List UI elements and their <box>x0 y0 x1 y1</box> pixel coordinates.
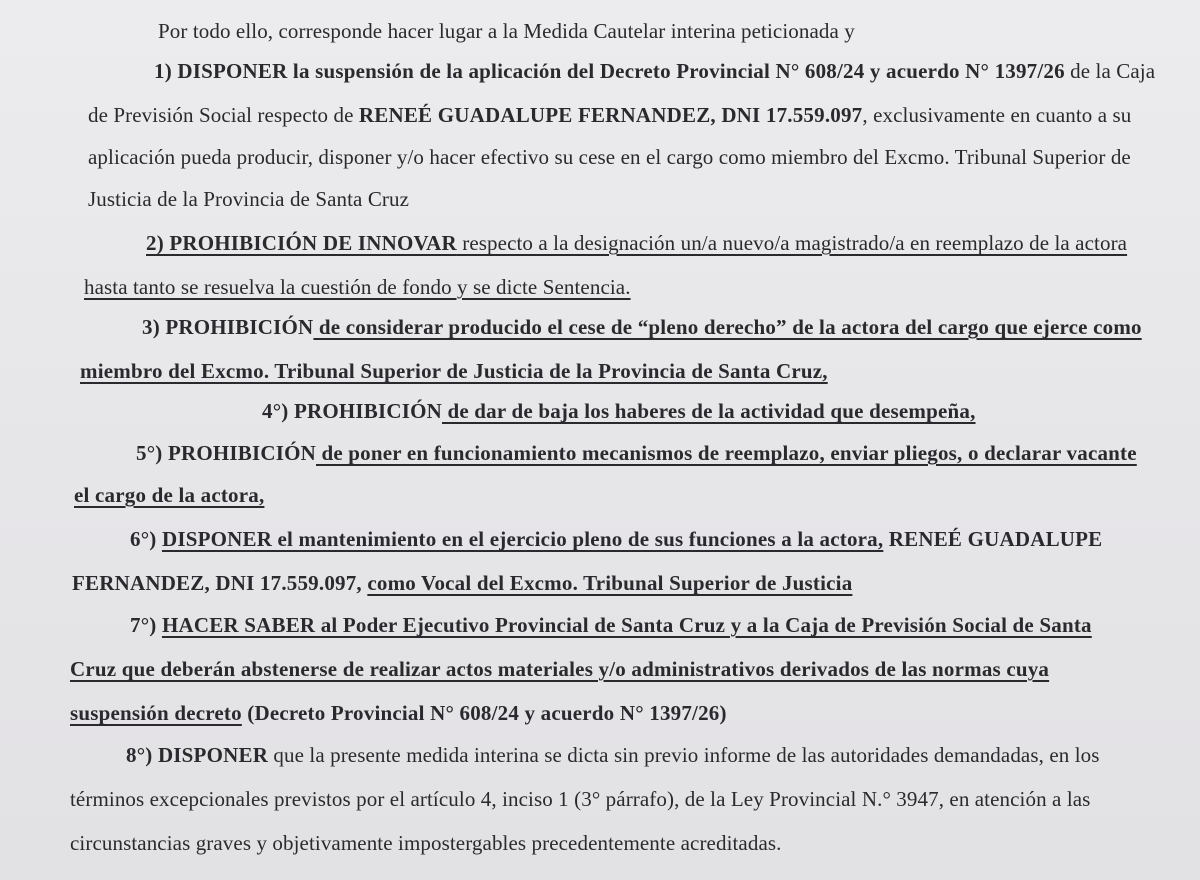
item-6-line-1: 6°) DISPONER el mantenimiento en el ejercicio pleno de sus funciones a la actora, RENEÉ GUADALUPE <box>130 527 1103 551</box>
item-7-line-2: Cruz que deberán abstenerse de realizar actos materiales y/o administrativos derivados de las normas cuya <box>70 657 1050 681</box>
item-7-line-1: 7°) HACER SABER al Poder Ejecutivo Provincial de Santa Cruz y a la Caja de Previsión Social de Santa <box>130 613 1092 637</box>
item-8-line-1: 8°) DISPONER que la presente medida interina se dicta sin previo informe de las autoridades demandadas, en los <box>126 743 1100 767</box>
item-2-line-1: 2) PROHIBICIÓN DE INNOVAR respecto a la designación un/a nuevo/a magistrado/a en reemplazo de la actora <box>146 231 1128 255</box>
item-4-line-1: 4°) PROHIBICIÓN de dar de baja los haberes de la actividad que desempeña, <box>262 399 976 423</box>
item-1-line-1: 1) DISPONER la suspensión de la aplicación del Decreto Provincial N° 608/24 y acuerdo N° 1397/26 de la Caja <box>154 59 1156 83</box>
item-3-line-1: 3) PROHIBICIÓN de considerar producido el cese de “pleno derecho” de la actora del cargo que ejerce como <box>142 315 1142 339</box>
item-8-line-3: circunstancias graves y objetivamente impostergables precedentemente acreditadas. <box>70 831 782 855</box>
item-5-line-1: 5°) PROHIBICIÓN de poner en funcionamiento mecanismos de reemplazo, enviar pliegos, o declarar vacante <box>136 441 1137 465</box>
item-8-line-2: términos excepcionales previstos por el artículo 4, inciso 1 (3° párrafo), de la Ley Provincial N.° 3947, en atención a las <box>70 787 1091 811</box>
item-6-line-2: FERNANDEZ, DNI 17.559.097, como Vocal del Excmo. Tribunal Superior de Justicia <box>72 571 853 595</box>
item-1-line-2: de Previsión Social respecto de RENEÉ GUADALUPE FERNANDEZ, DNI 17.559.097, exclusivamente en cuanto a su <box>88 103 1132 127</box>
item-3-line-2: miembro del Excmo. Tribunal Superior de Justicia de la Provincia de Santa Cruz, <box>80 359 828 383</box>
item-2-line-2: hasta tanto se resuelva la cuestión de fondo y se dicte Sentencia. <box>84 275 631 299</box>
item-5-line-2: el cargo de la actora, <box>74 483 265 507</box>
item-1-line-3: aplicación pueda producir, disponer y/o hacer efectivo su cese en el cargo como miembro del Excmo. Tribunal Superior de <box>88 145 1131 169</box>
item-1-line-4: Justicia de la Provincia de Santa Cruz <box>88 187 410 211</box>
item-7-line-3: suspensión decreto (Decreto Provincial N° 608/24 y acuerdo N° 1397/26) <box>70 701 727 725</box>
intro-paragraph: Por todo ello, corresponde hacer lugar a la Medida Cautelar interina peticionada y <box>158 19 855 43</box>
